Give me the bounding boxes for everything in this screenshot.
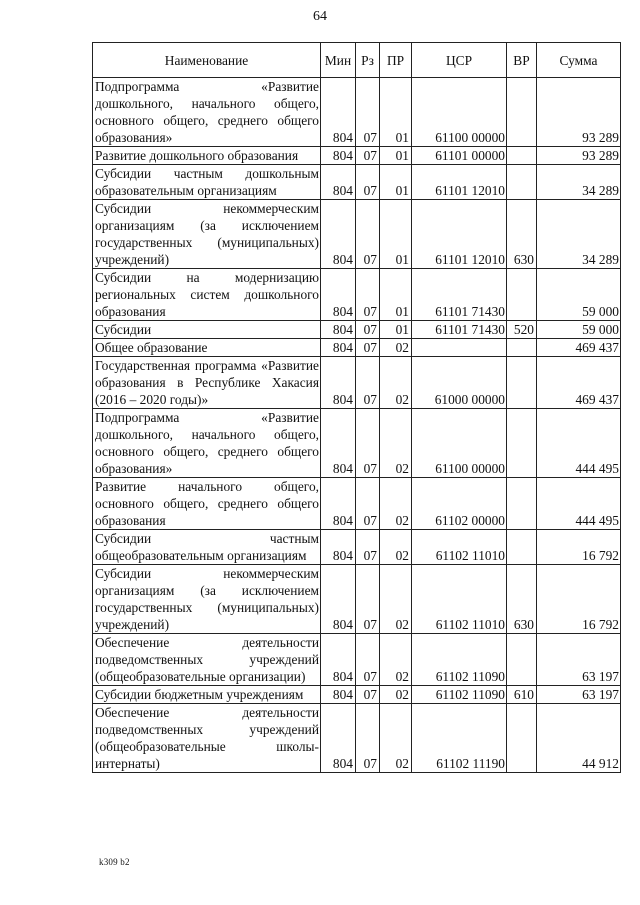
row-name: Субсидии бюджетным учреждениям bbox=[93, 686, 321, 704]
row-name: Субсидии bbox=[93, 321, 321, 339]
row-sum: 444 495 bbox=[537, 478, 621, 530]
row-pr: 02 bbox=[380, 565, 412, 634]
row-vr: 630 bbox=[507, 200, 537, 269]
row-rz: 07 bbox=[356, 165, 380, 200]
table-row bbox=[93, 409, 621, 478]
row-name: Субсидии на модернизацию региональных систем дошкольного образования bbox=[93, 269, 321, 321]
table-row bbox=[93, 339, 621, 357]
row-min: 804 bbox=[321, 269, 356, 321]
row-pr: 01 bbox=[380, 269, 412, 321]
row-vr bbox=[507, 269, 537, 321]
row-sum: 34 289 bbox=[537, 165, 621, 200]
row-min: 804 bbox=[321, 165, 356, 200]
column-header-min: Мин bbox=[321, 43, 356, 78]
table-row bbox=[93, 147, 621, 165]
row-sum: 44 912 bbox=[537, 704, 621, 773]
row-sum: 93 289 bbox=[537, 147, 621, 165]
row-min: 804 bbox=[321, 530, 356, 565]
row-rz: 07 bbox=[356, 357, 380, 409]
row-vr bbox=[507, 339, 537, 357]
table-row bbox=[93, 357, 621, 409]
row-min: 804 bbox=[321, 565, 356, 634]
footer-document-code: k309 b2 bbox=[99, 857, 130, 867]
row-pr: 01 bbox=[380, 78, 412, 147]
row-name: Субсидии некоммерческим организациям (за исключением государственных (муниципальных) учреждений) bbox=[93, 565, 321, 634]
row-name: Подпрограмма «Развитие дошкольного, начального общего, основного общего, среднего общего образования» bbox=[93, 78, 321, 147]
table-row bbox=[93, 565, 621, 634]
row-vr: 610 bbox=[507, 686, 537, 704]
row-min: 804 bbox=[321, 409, 356, 478]
row-sum: 63 197 bbox=[537, 686, 621, 704]
row-rz: 07 bbox=[356, 339, 380, 357]
row-min: 804 bbox=[321, 704, 356, 773]
row-vr bbox=[507, 165, 537, 200]
row-pr: 01 bbox=[380, 165, 412, 200]
row-vr: 520 bbox=[507, 321, 537, 339]
row-name: Развитие дошкольного образования bbox=[93, 147, 321, 165]
row-csr: 61102 11090 bbox=[412, 686, 507, 704]
row-sum: 444 495 bbox=[537, 409, 621, 478]
row-csr: 61101 00000 bbox=[412, 147, 507, 165]
row-vr bbox=[507, 147, 537, 165]
row-sum: 59 000 bbox=[537, 269, 621, 321]
row-csr bbox=[412, 339, 507, 357]
row-sum: 469 437 bbox=[537, 339, 621, 357]
row-pr: 02 bbox=[380, 634, 412, 686]
row-vr: 630 bbox=[507, 565, 537, 634]
row-name: Развитие начального общего, основного общего, среднего общего образования bbox=[93, 478, 321, 530]
row-rz: 07 bbox=[356, 634, 380, 686]
row-min: 804 bbox=[321, 357, 356, 409]
row-rz: 07 bbox=[356, 409, 380, 478]
row-name: Субсидии частным дошкольным образовательным организациям bbox=[93, 165, 321, 200]
table-row bbox=[93, 530, 621, 565]
row-rz: 07 bbox=[356, 78, 380, 147]
row-csr: 61100 00000 bbox=[412, 78, 507, 147]
column-header-name: Наименование bbox=[93, 43, 321, 78]
row-rz: 07 bbox=[356, 704, 380, 773]
table-row bbox=[93, 165, 621, 200]
budget-table bbox=[92, 42, 621, 773]
table-header-row bbox=[93, 43, 621, 78]
row-rz: 07 bbox=[356, 686, 380, 704]
row-csr: 61101 12010 bbox=[412, 200, 507, 269]
row-name: Обеспечение деятельности подведомственных учреждений (общеобразовательные школы-интернаты) bbox=[93, 704, 321, 773]
row-vr bbox=[507, 357, 537, 409]
row-csr: 61102 11010 bbox=[412, 530, 507, 565]
column-header-sum: Сумма bbox=[537, 43, 621, 78]
row-pr: 02 bbox=[380, 339, 412, 357]
row-name: Государственная программа «Развитие образования в Республике Хакасия (2016 – 2020 годы)» bbox=[93, 357, 321, 409]
table-row bbox=[93, 704, 621, 773]
row-csr: 61102 11010 bbox=[412, 565, 507, 634]
row-pr: 02 bbox=[380, 686, 412, 704]
column-header-csr: ЦСР bbox=[412, 43, 507, 78]
row-csr: 61101 71430 bbox=[412, 269, 507, 321]
row-rz: 07 bbox=[356, 530, 380, 565]
row-sum: 93 289 bbox=[537, 78, 621, 147]
row-rz: 07 bbox=[356, 478, 380, 530]
row-min: 804 bbox=[321, 321, 356, 339]
row-sum: 16 792 bbox=[537, 530, 621, 565]
row-min: 804 bbox=[321, 478, 356, 530]
column-header-rz: Рз bbox=[356, 43, 380, 78]
row-csr: 61000 00000 bbox=[412, 357, 507, 409]
row-vr bbox=[507, 634, 537, 686]
row-min: 804 bbox=[321, 339, 356, 357]
table-row bbox=[93, 478, 621, 530]
table-row bbox=[93, 269, 621, 321]
row-csr: 61101 12010 bbox=[412, 165, 507, 200]
row-pr: 02 bbox=[380, 478, 412, 530]
table-row bbox=[93, 634, 621, 686]
row-rz: 07 bbox=[356, 200, 380, 269]
table-row bbox=[93, 686, 621, 704]
row-vr bbox=[507, 704, 537, 773]
row-min: 804 bbox=[321, 634, 356, 686]
row-sum: 63 197 bbox=[537, 634, 621, 686]
row-pr: 01 bbox=[380, 200, 412, 269]
page-number: 64 bbox=[313, 9, 327, 24]
row-min: 804 bbox=[321, 147, 356, 165]
row-pr: 02 bbox=[380, 704, 412, 773]
row-rz: 07 bbox=[356, 147, 380, 165]
row-vr bbox=[507, 478, 537, 530]
row-rz: 07 bbox=[356, 269, 380, 321]
row-sum: 469 437 bbox=[537, 357, 621, 409]
table-row bbox=[93, 78, 621, 147]
row-csr: 61101 71430 bbox=[412, 321, 507, 339]
row-csr: 61102 11090 bbox=[412, 634, 507, 686]
row-min: 804 bbox=[321, 686, 356, 704]
row-csr: 61102 11190 bbox=[412, 704, 507, 773]
row-rz: 07 bbox=[356, 565, 380, 634]
row-csr: 61100 00000 bbox=[412, 409, 507, 478]
row-csr: 61102 00000 bbox=[412, 478, 507, 530]
row-name: Обеспечение деятельности подведомственных учреждений (общеобразовательные организации) bbox=[93, 634, 321, 686]
row-min: 804 bbox=[321, 200, 356, 269]
row-name: Субсидии некоммерческим организациям (за исключением государственных (муниципальных) учреждений) bbox=[93, 200, 321, 269]
row-sum: 59 000 bbox=[537, 321, 621, 339]
row-rz: 07 bbox=[356, 321, 380, 339]
row-pr: 01 bbox=[380, 321, 412, 339]
row-sum: 16 792 bbox=[537, 565, 621, 634]
row-pr: 01 bbox=[380, 147, 412, 165]
row-name: Субсидии частным общеобразовательным организациям bbox=[93, 530, 321, 565]
table-row bbox=[93, 321, 621, 339]
row-min: 804 bbox=[321, 78, 356, 147]
column-header-vr: ВР bbox=[507, 43, 537, 78]
row-pr: 02 bbox=[380, 409, 412, 478]
row-pr: 02 bbox=[380, 530, 412, 565]
row-vr bbox=[507, 530, 537, 565]
row-vr bbox=[507, 409, 537, 478]
column-header-pr: ПР bbox=[380, 43, 412, 78]
row-sum: 34 289 bbox=[537, 200, 621, 269]
row-vr bbox=[507, 78, 537, 147]
row-name: Подпрограмма «Развитие дошкольного, начального общего, основного общего, среднего общего образования» bbox=[93, 409, 321, 478]
row-name: Общее образование bbox=[93, 339, 321, 357]
table-row bbox=[93, 200, 621, 269]
row-pr: 02 bbox=[380, 357, 412, 409]
